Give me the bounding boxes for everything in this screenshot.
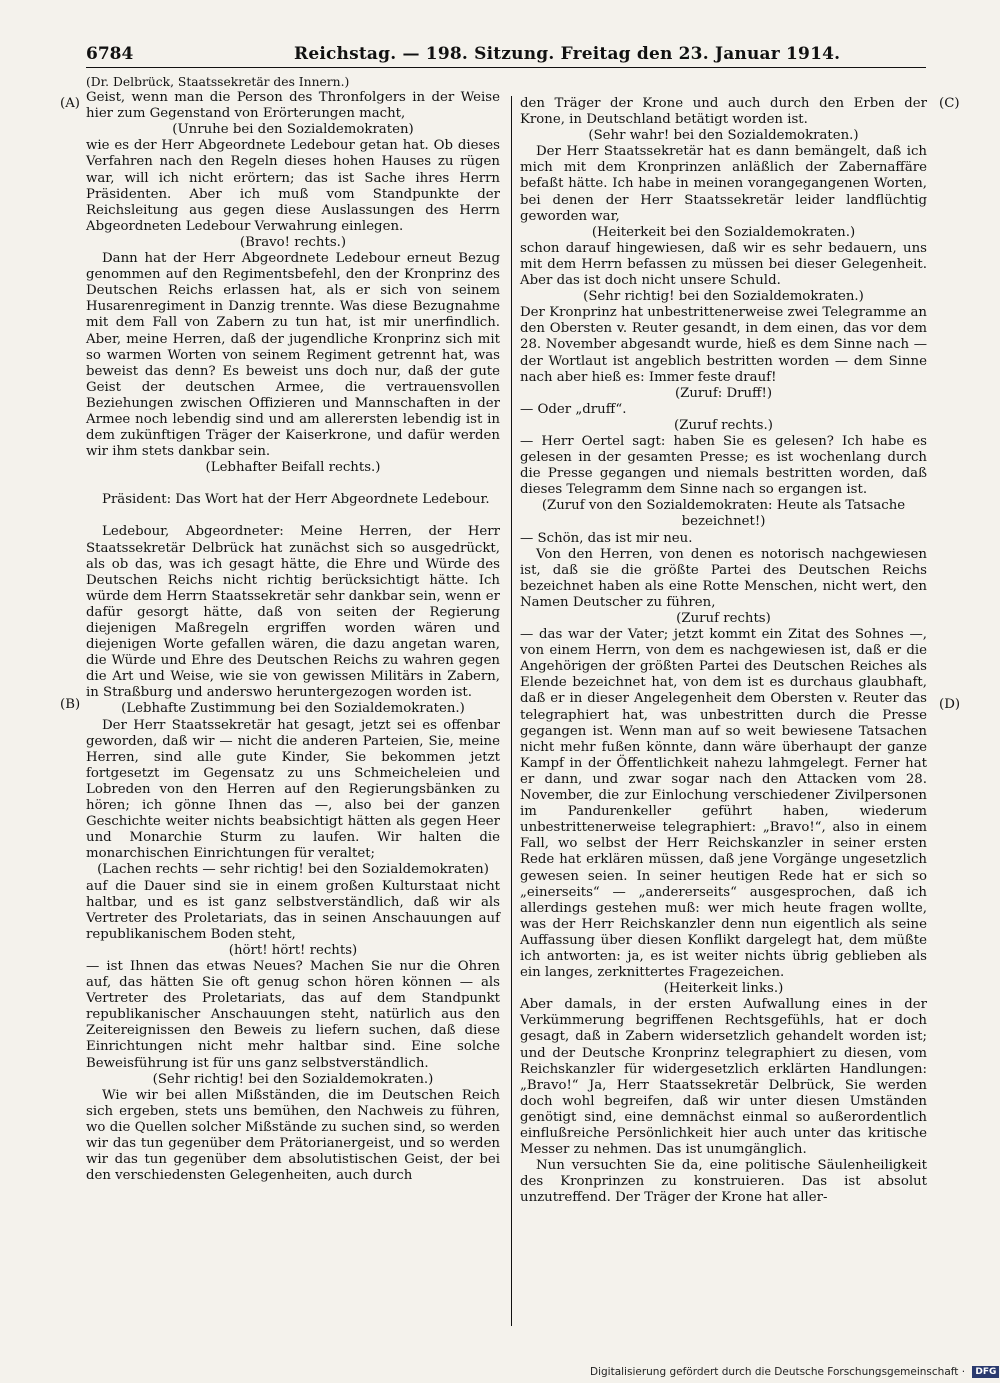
margin-mark-d: (D) bbox=[939, 697, 961, 712]
paragraph: Wie wir bei allen Mißständen, die im Deutschen Reich sich ergeben, stets uns bemühen, den Nachweis zu führen, wo die Quellen solcher Mißstände zu suchen sind, so werden wir das tun gegenüber dem Prätorianergeist, und so werden wir das tun gegenüber dem absolutistischen Geist, der bei den verschiedensten Gelegenheiten, auch durch bbox=[86, 1087, 500, 1184]
running-title: Reichstag. — 198. Sitzung. Freitag den 23. Januar 1914. bbox=[294, 44, 841, 64]
president-statement: Präsident: Das Wort hat der Herr Abgeordnete Ledebour. bbox=[102, 492, 490, 508]
interjection: (Zuruf von den Sozialdemokraten: Heute als Tatsache bezeichnet!) bbox=[541, 498, 906, 530]
left-column bbox=[86, 74, 500, 1184]
paragraph: — Herr Oertel sagt: haben Sie es gelesen? Ich habe es gelesen in der gesamten Presse; es ist wochenlang durch die Presse gegangen und niemals bestritten worden, daß dieses Telegramm dem Sinne nach so ergangen ist. bbox=[520, 433, 927, 498]
paragraph: schon darauf hingewiesen, daß wir es sehr bedauern, uns mit dem Herrn befassen zu müssen bei dieser Gelegenheit. Aber das ist doch nicht unsere Schuld. bbox=[520, 240, 927, 289]
paragraph: — das war der Vater; jetzt kommt ein Zitat des Sohnes —, von einem Herrn, von dem es nachgewiesen ist, daß er die Angehörigen der größten Partei des Deutschen Reiches als Elende bezeichnet hat, von dem ist es durchaus glaubhaft, daß er in dieser Angelegenheit dem Obersten v. Reuter das telegraphiert hat, was unbestritten durch die Presse gegangen ist. Wenn man auf so weit bewiesene Tatsachen nicht mehr fußen könnte, dann wäre überhaupt der ganze Kampf in der Öffentlichkeit nahezu lahmgelegt. Ferner hat er dann, und zwar sogar nach den Attacken vom 28. November, die zur Einlochung verschiedener Zivilpersonen im Pandurenkeller geführt haben, wiederum unbestrittenerweise telegraphiert: „Bravo!“, also in einem Fall, wo selbst der Herr Reichskanzler in seiner ersten Rede hat erklären müssen, daß jene Vorgänge ungesetzlich gewesen seien. In seiner heutigen Rede hat er sich so „einerseits“ — „andererseits“ ausgesprochen, daß ich allerdings gestehen muß: wer mich heute fragen wollte, was der Herr Reichskanzler denn nun eigentlich als seine Auffassung über diesen Konflikt dargelegt hat, dem müßte ich antworten: ja, es ist weiter nichts übrig geblieben als ein langes, zerknittertes Fragezeichen. bbox=[520, 627, 927, 981]
margin-mark-a: (A) bbox=[60, 96, 80, 111]
digitization-footer bbox=[590, 1366, 997, 1378]
interjection: (Unruhe bei den Sozialdemokraten) bbox=[172, 122, 414, 138]
speaker-continuation: (Dr. Delbrück, Staatssekretär des Innern.) bbox=[86, 75, 350, 89]
margin-mark-c: (C) bbox=[939, 96, 960, 111]
column-divider bbox=[511, 96, 512, 1326]
interjection: (Zuruf: Druff!) bbox=[674, 385, 773, 401]
page-number: 6784 bbox=[86, 44, 134, 64]
interjection: (Sehr richtig! bei den Sozialdemokraten.) bbox=[152, 1071, 434, 1087]
interjection: (Heiterkeit links.) bbox=[663, 981, 784, 997]
paragraph: wie es der Herr Abgeordnete Ledebour getan hat. Ob dieses Verfahren nach den Regeln dieses hohen Hauses zu rügen war, will ich nicht erörtern; das ist Sache ihres Herrn Präsidenten. Aber ich muß vom Standpunkte der Reichsleitung aus gegen diese Auslassungen des Herrn Abgeordneten Ledebour Verwahrung einlegen. bbox=[86, 138, 500, 234]
paragraph: Der Herr Staatssekretär hat gesagt, jetzt sei es offenbar geworden, daß wir — nicht die anderen Parteien, Sie, meine Herren, sind alle gute Kinder, Sie bekommen jetzt fortgesetzt im Gegensatz zu uns Schmeicheleien und Lobreden von den Herren auf den Regierungsbänken zu hören; ich gönne Ihnen das —, also bei der ganzen Geschichte weiter nichts beabsichtigt hätten als gegen Heer und Monarchie Sturm zu laufen. Wir halten die monarchischen Einrichtungen für veraltet; bbox=[86, 717, 500, 862]
paragraph: Der Kronprinz hat unbestrittenerweise zwei Telegramme an den Obersten v. Reuter gesandt, in dem einen, das vor dem 28. November abgesandt wurde, hieß es dem Sinne nach — der Wortlaut ist angeblich bestritten worden — dem Sinne nach aber hieß es: Immer feste drauf! bbox=[520, 305, 927, 385]
paragraph: Der Herr Staatssekretär hat es dann bemängelt, daß ich mich mit dem Kronprinzen anläßlich der Zabernaffäre befaßt hätte. Ich habe in meinen vorangegangenen Worten, bei denen der Herr Staatssekretär leider landflüchtig geworden war, bbox=[520, 144, 927, 224]
speech-ledebour: Ledebour, Abgeordneter: Meine Herren, der Herr Staatssekretär Delbrück hat zunächst sich so ausgedrückt, als ob das, was ich gesagt hätte, die Ehre und Würde des Deutschen Reichs nicht richtig berücksichtigt hätte. Ich würde dem Herrn Staatssekretär sehr dankbar sein, wenn er dafür gesorgt hätte, daß von seiten der Regierung diejenigen Maßregeln ergriffen worden wären und diejenigen Worte gefallen wären, die dazu angetan waren, die Würde und Ehre des Deutschen Reichs zu wahren gegen die Art und Weise, wie sie von gewissen Militärs in Zabern, in Straßburg und anderswo heruntergezogen worden ist. bbox=[86, 524, 500, 701]
paragraph: — Oder „druff“. bbox=[520, 401, 627, 417]
footer-text: Digitalisierung gefördert durch die Deutsche Forschungsgemeinschaft · bbox=[590, 1366, 966, 1378]
dfg-logo: DFG bbox=[972, 1366, 999, 1378]
paragraph: den Träger der Krone und auch durch den Erben der Krone, in Deutschland betätigt worden ist. bbox=[520, 96, 927, 128]
interjection: (Zuruf rechts.) bbox=[674, 417, 773, 433]
header-rule bbox=[86, 67, 926, 68]
interjection: (hört! hört! rechts) bbox=[228, 942, 358, 958]
interjection: (Heiterkeit bei den Sozialdemokraten.) bbox=[591, 224, 856, 240]
paragraph: Von den Herren, von denen es notorisch nachgewiesen ist, daß sie die größte Partei des Deutschen Reichs bezeichnet haben als eine Rotte Menschen, nicht wert, den Namen Deutscher zu führen, bbox=[520, 546, 927, 610]
interjection: (Sehr richtig! bei den Sozialdemokraten.) bbox=[583, 289, 864, 305]
interjection: (Lachen rechts — sehr richtig! bei den Sozialdemokraten) bbox=[97, 862, 489, 878]
paragraph: — ist Ihnen das etwas Neues? Machen Sie nur die Ohren auf, das hätten Sie oft genug schon hören können — als Vertreter des Proletariats, das auf dem Standpunkt republikanischer Anschauungen steht, natürlich aus den Zeitereignissen den Beweis zu liefern suchen, daß diese Einrichtungen nicht mehr haltbar sind. Eine solche Beweisführung ist für uns ganz selbstverständlich. bbox=[86, 958, 500, 1071]
paragraph: Geist, wenn man die Person des Thronfolgers in der Weise hier zum Gegenstand von Erörterungen macht, bbox=[86, 90, 500, 122]
interjection: (Zuruf rechts) bbox=[676, 611, 771, 626]
margin-mark-b: (B) bbox=[60, 697, 81, 712]
interjection: (Lebhafter Beifall rechts.) bbox=[205, 460, 381, 476]
interjection: (Sehr wahr! bei den Sozialdemokraten.) bbox=[588, 128, 859, 144]
right-column bbox=[520, 96, 927, 1206]
paragraph: — Schön, das ist mir neu. bbox=[520, 530, 693, 546]
interjection: (Bravo! rechts.) bbox=[239, 234, 347, 250]
paragraph: auf die Dauer sind sie in einem großen Kulturstaat nicht haltbar, und es ist ganz selbstverständlich, daß wir als Vertreter des Proletariats, das in seinen Anschauungen auf republikanischem Boden steht, bbox=[86, 878, 500, 942]
paragraph: Dann hat der Herr Abgeordnete Ledebour erneut Bezug genommen auf den Regimentsbefehl, den der Kronprinz des Deutschen Reichs erlassen hat, als er sich von seinem Husarenregiment in Danzig trennte. Was diese Bezugnahme mit dem Fall von Zabern zu tun hat, ist mir unerfindlich. Aber, meine Herren, daß der jugendliche Kronprinz sich mit so warmen Worten von seinem Regiment getrennt hat, was beweist das denn? Es beweist uns doch nur, daß der gute Geist der deutschen Armee, die vertrauensvollen Beziehungen zwischen Offizieren und Mannschaften in der Armee noch lebendig sind und am allerersten lebendig ist in dem zukünftigen Träger der Kaiserkrone, und dafür werden wir ihm stets dankbar sein. bbox=[86, 251, 500, 460]
paragraph: Aber damals, in der ersten Aufwallung eines in der Verkümmerung begriffenen Rechtsgefühls, hat er doch gesagt, daß in Zabern widersetzlich gehandelt worden ist; und der Deutsche Kronprinz telegraphiert zu diesen, vom Reichskanzler für widergesetzlich erklärten Handlungen: „Bravo!“ Ja, Herr Staatssekretär Delbrück, Sie werden doch wohl begreifen, daß wir unter diesen Umständen genötigt sind, eine demnächst einmal so außerordentlich einflußreiche Persönlichkeit hier auch unter das kritische Messer zu nehmen. Das ist unumgänglich. bbox=[520, 997, 927, 1158]
paragraph: Nun versuchten Sie da, eine politische Säulenheiligkeit des Kronprinzen zu konstruieren. Das ist absolut unzutreffend. Der Träger der Krone hat aller- bbox=[520, 1158, 927, 1206]
interjection: (Lebhafte Zustimmung bei den Sozialdemokraten.) bbox=[121, 701, 465, 717]
